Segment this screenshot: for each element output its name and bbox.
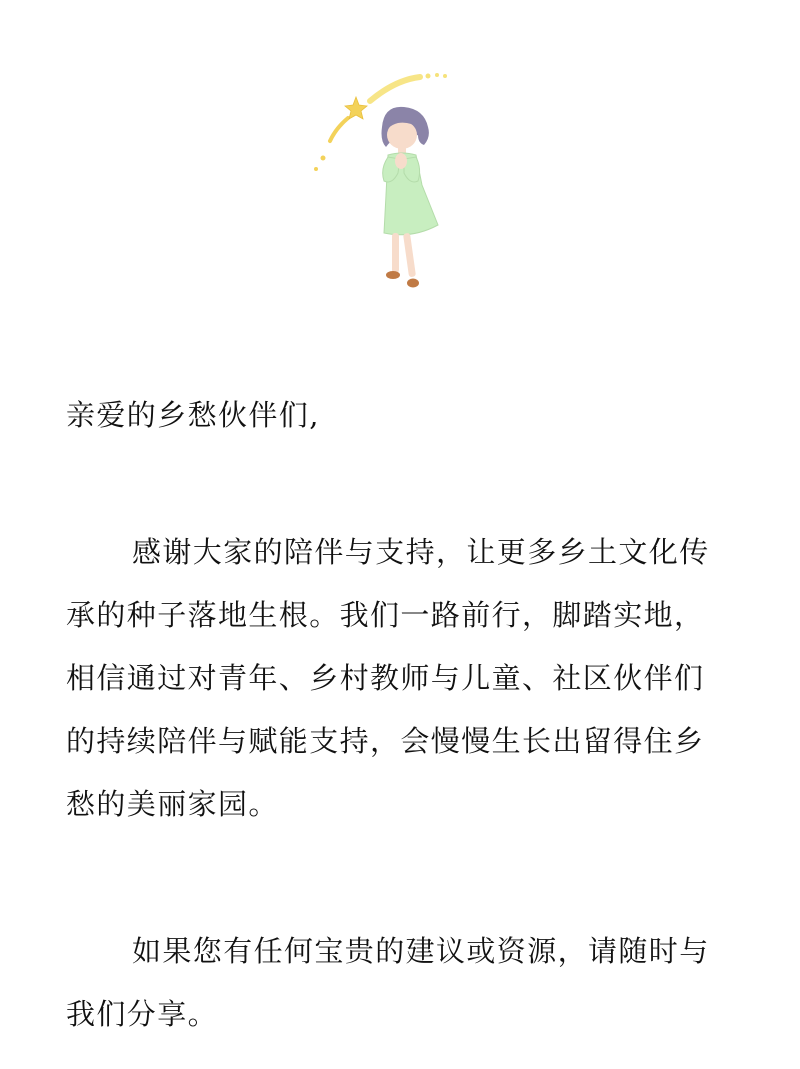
paragraph-thanks xyxy=(66,521,741,836)
paragraph-line: 如果您有任何宝贵的建议或资源，请随时与 xyxy=(132,934,710,968)
paragraph-line: 愁的美丽家园。 xyxy=(66,787,279,821)
paragraph-line: 感谢大家的陪伴与支持，让更多乡土文化传 xyxy=(132,535,710,569)
letter-body xyxy=(66,384,741,1046)
paragraph-invitation xyxy=(66,920,741,1046)
left-shoe xyxy=(386,271,400,279)
right-leg xyxy=(403,233,416,278)
paragraph-line: 我们分享。 xyxy=(66,997,219,1031)
paragraph-line: 的持续陪伴与赋能支持，会慢慢生长出留得住乡 xyxy=(66,724,705,758)
star-icon xyxy=(345,97,367,119)
greeting: 亲爱的乡愁伙伴们, xyxy=(66,398,320,432)
right-shoe xyxy=(407,279,419,288)
girl-with-shooting-star-illustration xyxy=(300,65,460,300)
paragraph-line: 承的种子落地生根。我们一路前行，脚踏实地， xyxy=(66,598,705,632)
left-leg xyxy=(392,233,399,273)
paragraph-line: 相信通过对青年、乡村教师与儿童、社区伙伴们 xyxy=(66,661,705,695)
star-trail xyxy=(314,73,447,171)
